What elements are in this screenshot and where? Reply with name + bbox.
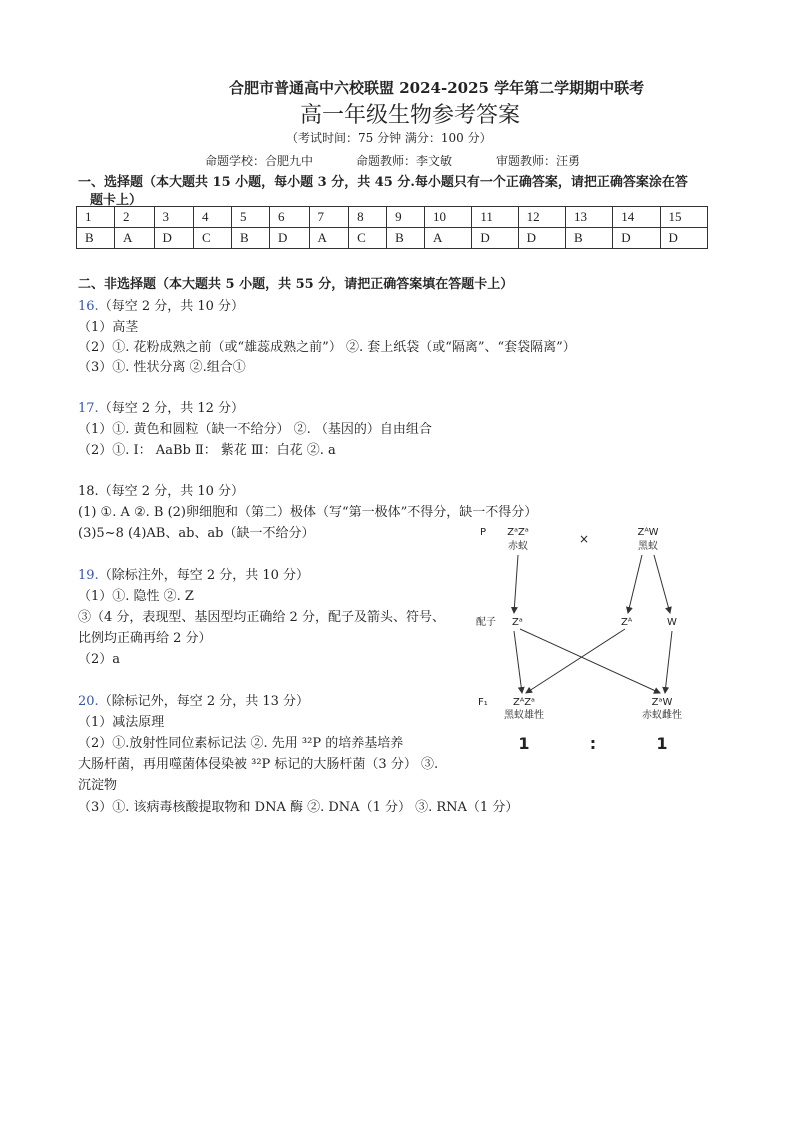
answer-cell: D	[613, 228, 660, 249]
reviewer: 审题教师：汪勇	[496, 154, 581, 168]
document-title: 合肥市普通高中六校联盟 2024-2025 学年第二学期期中联考	[229, 79, 645, 97]
section2-heading: 二、非选择题（本大题共 5 小题，共 55 分，请把正确答案填在答题卡上）	[78, 277, 514, 292]
cross-symbol: ×	[578, 532, 590, 546]
answer-table	[76, 206, 708, 249]
arrow-p2-gamete-w	[654, 555, 670, 613]
arrow-gamete-offspring2b	[665, 631, 672, 693]
answer-cell: C	[349, 228, 387, 249]
q17-heading	[78, 397, 244, 416]
question-number: 8	[349, 207, 387, 228]
q19-line4: （2）a	[78, 652, 121, 667]
q16-line3: （3）①. 性状分离 ②.组合①	[78, 360, 246, 375]
parent1-genotype: ZᵃZᵃ	[507, 527, 529, 538]
q20-line3: 大肠杆菌，再用噬菌体侵染被 ³²P 标记的大肠杆菌（3 分） ③.	[78, 757, 439, 772]
answer-cell: B	[77, 228, 115, 249]
q19-line1: （1）①. 隐性 ②. Z	[78, 589, 194, 604]
q16-line1: （1）高茎	[78, 320, 139, 335]
proposer-teacher: 命题教师：李文敏	[356, 154, 453, 168]
q17-line1: （1）①. 黄色和圆粒（缺一不给分） ②. （基因的）自由组合	[78, 422, 432, 437]
q20-line2: （2）①.放射性同位素标记法 ②. 先用 ³²P 的培养基培养	[78, 736, 404, 751]
answer-table-answer-row	[77, 228, 708, 249]
arrow-p1-gamete	[514, 555, 518, 613]
parent2-phenotype: 黑蚁	[638, 541, 658, 552]
proposer-school: 命题学校：合肥九中	[205, 154, 314, 168]
gamete-za-father: Zᴬ	[621, 617, 633, 628]
answer-cell: C	[194, 228, 232, 249]
question-number: 4	[194, 207, 232, 228]
q20-heading	[78, 690, 309, 709]
answer-cell: B	[565, 228, 612, 249]
f1-label: F₁	[478, 697, 488, 708]
q19-scoring: （除标注外，每空 2 分，共 10 分）	[98, 568, 310, 583]
ratio-colon: :	[589, 734, 597, 753]
q18-line1: (1) ①. A ②. B (2)卵细胞和（第二）极体（写“第一极体”不得分，缺一不得分）	[78, 505, 538, 520]
p-label: P	[480, 527, 487, 538]
question-number: 14	[613, 207, 660, 228]
q19-number: 19.	[78, 568, 99, 583]
q19-heading	[78, 564, 309, 583]
arrow-gamete-offspring1	[514, 631, 522, 693]
gamete-w: W	[667, 617, 677, 628]
offspring2-genotype: ZᵃW	[651, 697, 673, 708]
question-number: 11	[472, 207, 518, 228]
question-number: 1	[77, 207, 115, 228]
question-number: 15	[660, 207, 707, 228]
q16-heading	[78, 295, 244, 314]
answer-cell: D	[154, 228, 194, 249]
question-number: 5	[232, 207, 270, 228]
section1-heading: 一、选择题（本大题共 15 小题，每小题 3 分，共 45 分.每小题只有一个正确答案，请把正确答案涂在答	[78, 175, 688, 190]
answer-cell: D	[660, 228, 707, 249]
question-number: 6	[270, 207, 310, 228]
q16-number: 16.	[78, 299, 99, 314]
answer-cell: A	[425, 228, 472, 249]
q17-number: 17.	[78, 401, 99, 416]
section1-heading-cont: 题卡上）	[90, 193, 143, 208]
offspring1-genotype: ZᴬZᵃ	[513, 697, 535, 708]
ratio-right: 1	[656, 734, 668, 753]
offspring2-phenotype: 赤蚁雌性	[642, 710, 682, 721]
answer-cell: D	[472, 228, 518, 249]
q18-line2: (3)5~8 (4)AB、ab、ab（缺一不给分）	[78, 526, 315, 541]
genetic-cross-diagram	[470, 515, 720, 760]
gamete-za-mother: Zᵃ	[512, 617, 523, 628]
parent2-genotype: ZᴬW	[637, 527, 659, 538]
q19-line3: 比例均正确再给 2 分）	[78, 631, 212, 646]
q20-scoring: （除标记外，每空 2 分，共 13 分）	[98, 694, 310, 709]
question-number: 10	[425, 207, 472, 228]
q17-line2: （2）①. Ⅰ： AaBb Ⅱ： 紫花 Ⅲ：白花 ②. a	[78, 443, 336, 458]
question-number: 2	[114, 207, 154, 228]
q19-line2: ③（4 分，表现型、基因型均正确给 2 分，配子及箭头、符号、	[78, 610, 445, 625]
question-number: 3	[154, 207, 194, 228]
answer-cell: B	[232, 228, 270, 249]
q20-line4: 沉淀物	[78, 778, 118, 793]
q20-number: 20.	[78, 694, 99, 709]
question-number: 13	[565, 207, 612, 228]
offspring1-phenotype: 黑蚁雄性	[504, 710, 544, 721]
answer-cell: B	[387, 228, 425, 249]
question-number: 7	[309, 207, 349, 228]
q20-line5: （3）①. 该病毒核酸提取物和 DNA 酶 ②. DNA（1 分） ③. RNA（1 分）	[78, 800, 519, 815]
q16-scoring: （每空 2 分，共 10 分）	[98, 299, 245, 314]
parent1-phenotype: 赤蚁	[508, 541, 528, 552]
question-number: 9	[387, 207, 425, 228]
arrow-p2-gamete-za	[628, 555, 642, 613]
answer-cell: D	[270, 228, 310, 249]
answer-cell: A	[309, 228, 349, 249]
q20-line1: （1）减法原理	[78, 715, 165, 730]
question-number: 12	[518, 207, 565, 228]
ratio-left: 1	[518, 734, 530, 753]
answer-cell: A	[114, 228, 154, 249]
answer-sheet-title: 高一年级生物参考答案	[300, 103, 521, 128]
exam-info: （考试时间：75 分钟 满分：100 分）	[286, 131, 492, 145]
answer-cell: D	[518, 228, 565, 249]
answer-table-number-row	[77, 207, 708, 228]
q17-scoring: （每空 2 分，共 12 分）	[98, 401, 245, 416]
gamete-label: 配子	[476, 617, 496, 628]
q18-heading: 18.（每空 2 分，共 10 分）	[78, 484, 245, 499]
q16-line2: （2）①. 花粉成熟之前（或“雄蕊成熟之前”） ②. 套上纸袋（或“隔离”、“套袋隔离”）	[78, 340, 576, 355]
